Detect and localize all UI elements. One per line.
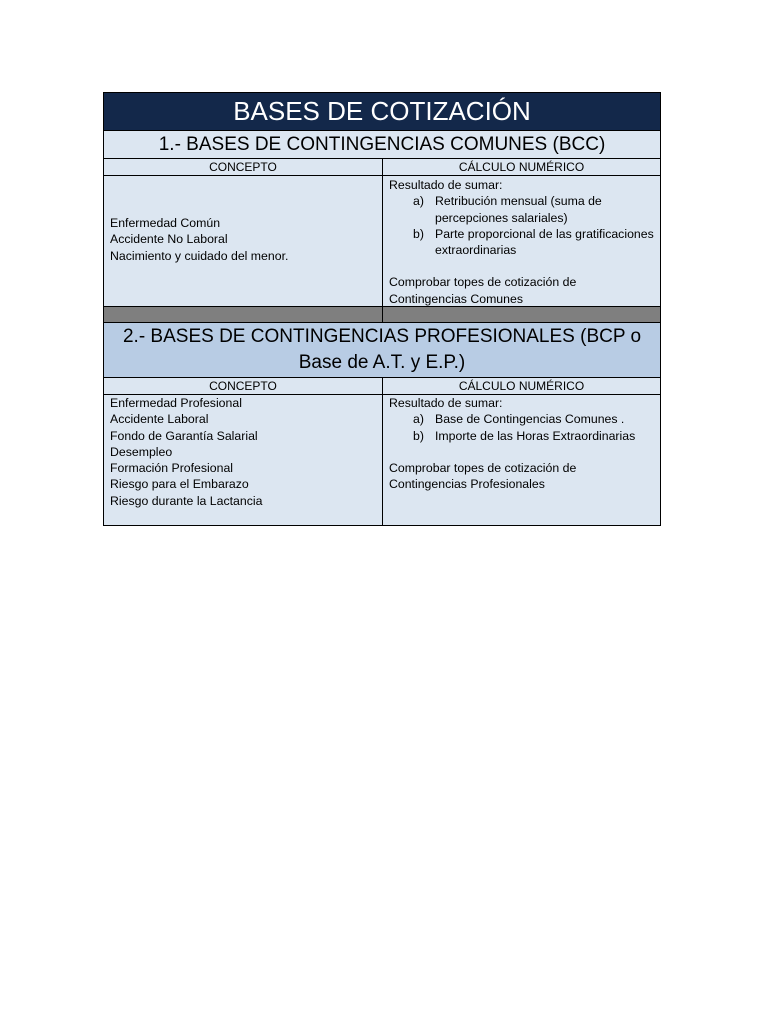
section1-column-headers	[104, 159, 660, 176]
concept-item: Accidente No Laboral	[110, 232, 228, 247]
concept-item: Enfermedad Común	[110, 216, 221, 230]
divider-cell-right	[383, 307, 660, 322]
concept-item: Formación Profesional	[110, 461, 234, 476]
concept-item: Accidente Laboral	[110, 412, 209, 427]
calc-note: Comprobar topes de cotización de	[389, 275, 577, 290]
concept-item: Riesgo para el Embarazo	[110, 477, 249, 492]
section2-heading-line1: 2.- BASES DE CONTINGENCIAS PROFESIONALES (BCP o	[122, 326, 642, 347]
calc-list-item	[389, 193, 660, 226]
section1-col-concept: CONCEPTO	[104, 159, 383, 175]
list-marker: a)	[413, 412, 424, 427]
section2-calc	[383, 395, 660, 525]
section2-heading-line2: Base de A.T. y E.P.)	[298, 352, 466, 373]
concept-item: Nacimiento y cuidado del menor.	[110, 248, 289, 263]
divider-cell-left	[104, 307, 383, 322]
concept-item: Fondo de Garantía Salarial	[110, 428, 258, 443]
list-text: Retribución mensual (suma de percepciones salariales)	[435, 194, 602, 225]
section1-calc	[383, 176, 660, 306]
section2-col-concept: CONCEPTO	[104, 378, 383, 394]
calc-note: Contingencias Profesionales	[389, 477, 545, 492]
calc-list-item	[389, 428, 660, 444]
calc-intro: Resultado de sumar:	[389, 396, 503, 410]
section-divider	[104, 307, 660, 323]
calc-note: Contingencias Comunes	[389, 291, 523, 306]
section2-heading	[104, 323, 660, 378]
cotizacion-table	[103, 92, 661, 526]
list-marker: b)	[413, 226, 424, 241]
section2-concepts	[104, 395, 383, 525]
section2-body	[104, 395, 660, 525]
list-text: Parte proporcional de las gratificaciones extraordinarias	[435, 226, 654, 258]
section1-heading: 1.- BASES DE CONTINGENCIAS COMUNES (BCC)	[104, 131, 660, 159]
list-marker: b)	[413, 428, 424, 443]
calc-intro: Resultado de sumar:	[389, 178, 503, 192]
concept-item: Desempleo	[110, 444, 173, 459]
section2-col-calc: CÁLCULO NUMÉRICO	[458, 379, 585, 393]
list-text: Importe de las Horas Extraordinarias	[435, 428, 636, 443]
concept-item: Enfermedad Profesional	[110, 396, 242, 410]
calc-note: Comprobar topes de cotización de	[389, 460, 577, 475]
section1-concepts	[104, 176, 383, 306]
section2-column-headers	[104, 378, 660, 395]
section1-body	[104, 176, 660, 307]
table-title: BASES DE COTIZACIÓN	[104, 93, 660, 131]
calc-list-item	[389, 411, 660, 427]
list-marker: a)	[413, 194, 424, 209]
list-text: Base de Contingencias Comunes .	[435, 412, 625, 427]
calc-list-item	[389, 226, 660, 259]
concept-item: Riesgo durante la Lactancia	[110, 493, 263, 508]
section1-col-calc: CÁLCULO NUMÉRICO	[458, 160, 585, 174]
